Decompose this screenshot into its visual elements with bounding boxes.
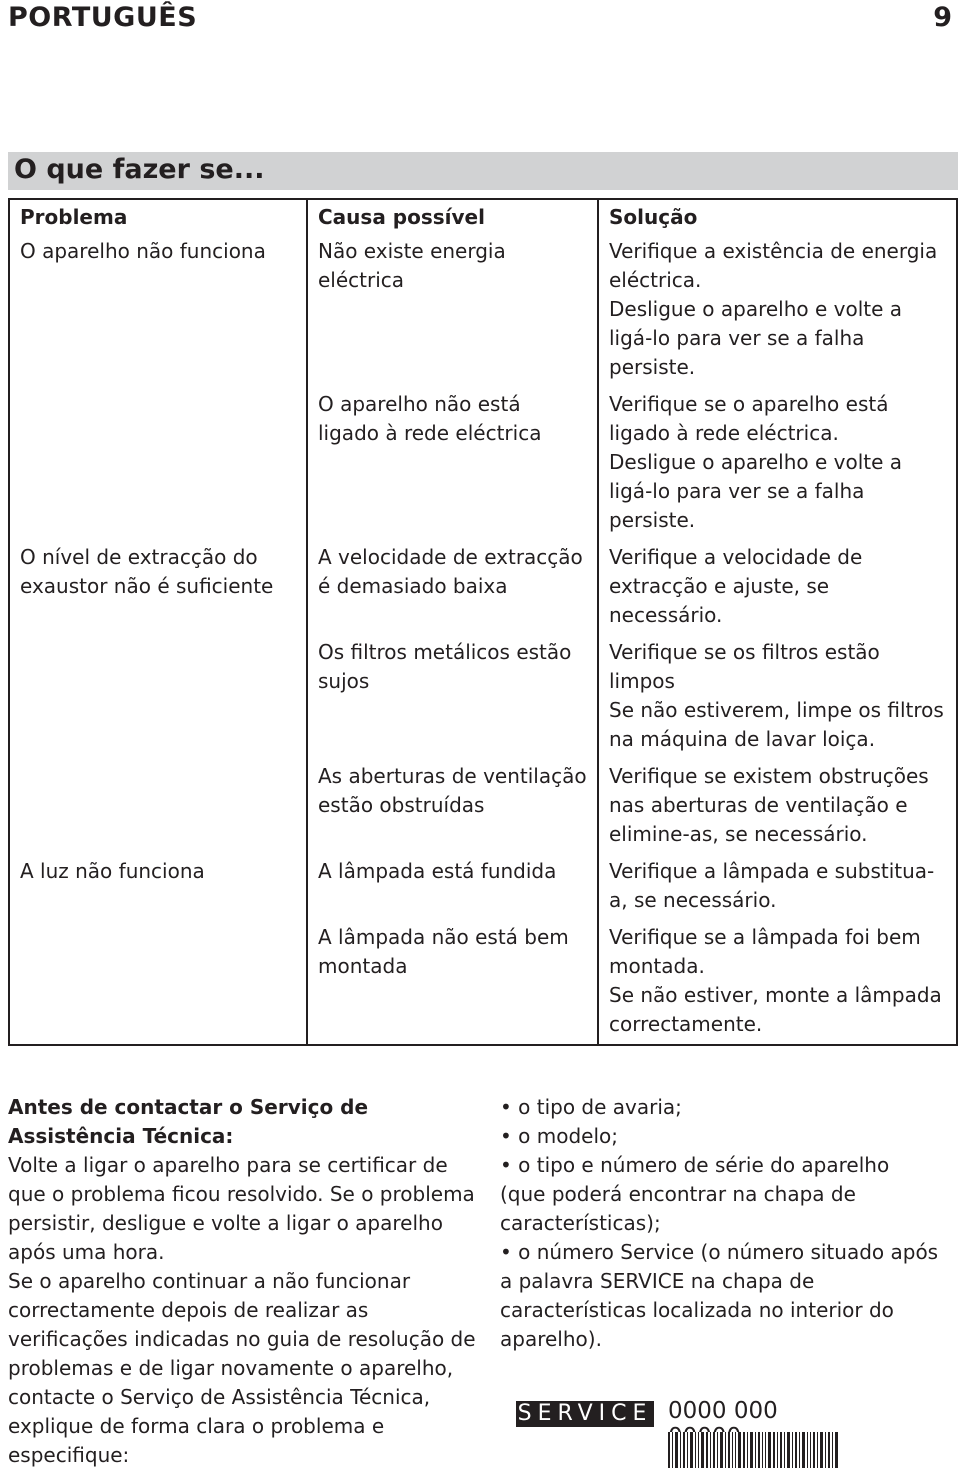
service-label: SERVICE xyxy=(517,1401,653,1426)
table-row xyxy=(9,920,957,1045)
solution-cell: Verifique a existência de energia eléctrica. Desligue o aparelho e volte a ligá-lo para ver se a falha persiste. xyxy=(598,234,957,387)
cause-cell: Não existe energia eléctrica xyxy=(307,234,598,387)
problem-cell: A luz não funciona xyxy=(9,854,307,920)
table-row xyxy=(9,540,957,635)
solution-cell: Verifique se o aparelho está ligado à rede eléctrica. Desligue o aparelho e volte a ligá-lo para ver se a falha persiste. xyxy=(598,387,957,540)
list-item: • o tipo de avaria; xyxy=(500,1095,682,1119)
solution-cell: Verifique se os filtros estão limpos Se não estiverem, limpe os filtros na máquina de lavar loiça. xyxy=(598,635,957,759)
table-row xyxy=(9,635,957,759)
solution-cell: Verifique a lâmpada e substitua-a, se necessário. xyxy=(598,854,957,920)
list-item: • o tipo e número de série do aparelho (que poderá encontrar na chapa de características); xyxy=(500,1153,890,1235)
solution-cell: Verifique a velocidade de extracção e ajuste, se necessário. xyxy=(598,540,957,635)
column-header-cause: Causa possível xyxy=(307,199,598,234)
problem-cell xyxy=(9,759,307,854)
cause-cell: As aberturas de ventilação estão obstruídas xyxy=(307,759,598,854)
page-header xyxy=(8,2,952,42)
table-header-row xyxy=(9,199,957,234)
solution-cell: Verifique se existem obstruções nas aberturas de ventilação e elimine-as, se necessário. xyxy=(598,759,957,854)
problem-cell xyxy=(9,635,307,759)
cause-cell: A velocidade de extracção é demasiado baixa xyxy=(307,540,598,635)
table-row xyxy=(9,234,957,387)
page-number: 9 xyxy=(933,2,952,33)
service-plate-example xyxy=(516,1398,846,1468)
section-title: O que fazer se... xyxy=(14,154,265,185)
cause-cell: Os filtros metálicos estão sujos xyxy=(307,635,598,759)
list-item: • o modelo; xyxy=(500,1124,618,1148)
language-label: PORTUGUÊS xyxy=(8,2,198,33)
list-item: • o número Service (o número situado após a palavra SERVICE na chapa de características localizada no interior do aparelho). xyxy=(500,1240,939,1351)
problem-cell xyxy=(9,920,307,1045)
instructions-heading: Antes de contactar o Serviço de Assistência Técnica: xyxy=(8,1095,369,1148)
required-info-list xyxy=(500,1093,940,1354)
table-row xyxy=(9,387,957,540)
service-instructions xyxy=(8,1093,478,1470)
cause-cell: A lâmpada está fundida xyxy=(307,854,598,920)
column-header-solution: Solução xyxy=(598,199,957,234)
cause-cell: A lâmpada não está bem montada xyxy=(307,920,598,1045)
column-header-problem: Problema xyxy=(9,199,307,234)
cause-cell: O aparelho não está ligado à rede eléctrica xyxy=(307,387,598,540)
table-row xyxy=(9,854,957,920)
problem-cell: O aparelho não funciona xyxy=(9,234,307,387)
table-row xyxy=(9,759,957,854)
instructions-paragraph: Se o aparelho continuar a não funcionar correctamente depois de realizar as verificações indicadas no guia de resolução de problemas e de ligar novamente o aparelho, contacte o Serviço de Assistência Técnica, explique de forma clara o problema e especifique: xyxy=(8,1269,476,1467)
troubleshooting-table xyxy=(8,198,958,1046)
problem-cell: O nível de extracção do exaustor não é suficiente xyxy=(9,540,307,635)
problem-cell xyxy=(9,387,307,540)
barcode-icon xyxy=(668,1432,838,1468)
solution-cell: Verifique se a lâmpada foi bem montada. Se não estiver, monte a lâmpada correctamente. xyxy=(598,920,957,1045)
service-number: 0000 000 xyxy=(668,1398,778,1424)
section-heading-bar xyxy=(8,152,958,190)
instructions-paragraph: Volte a ligar o aparelho para se certificar de que o problema ficou resolvido. Se o problema persistir, desligue e volte a ligar o aparelho após uma hora. xyxy=(8,1153,475,1264)
